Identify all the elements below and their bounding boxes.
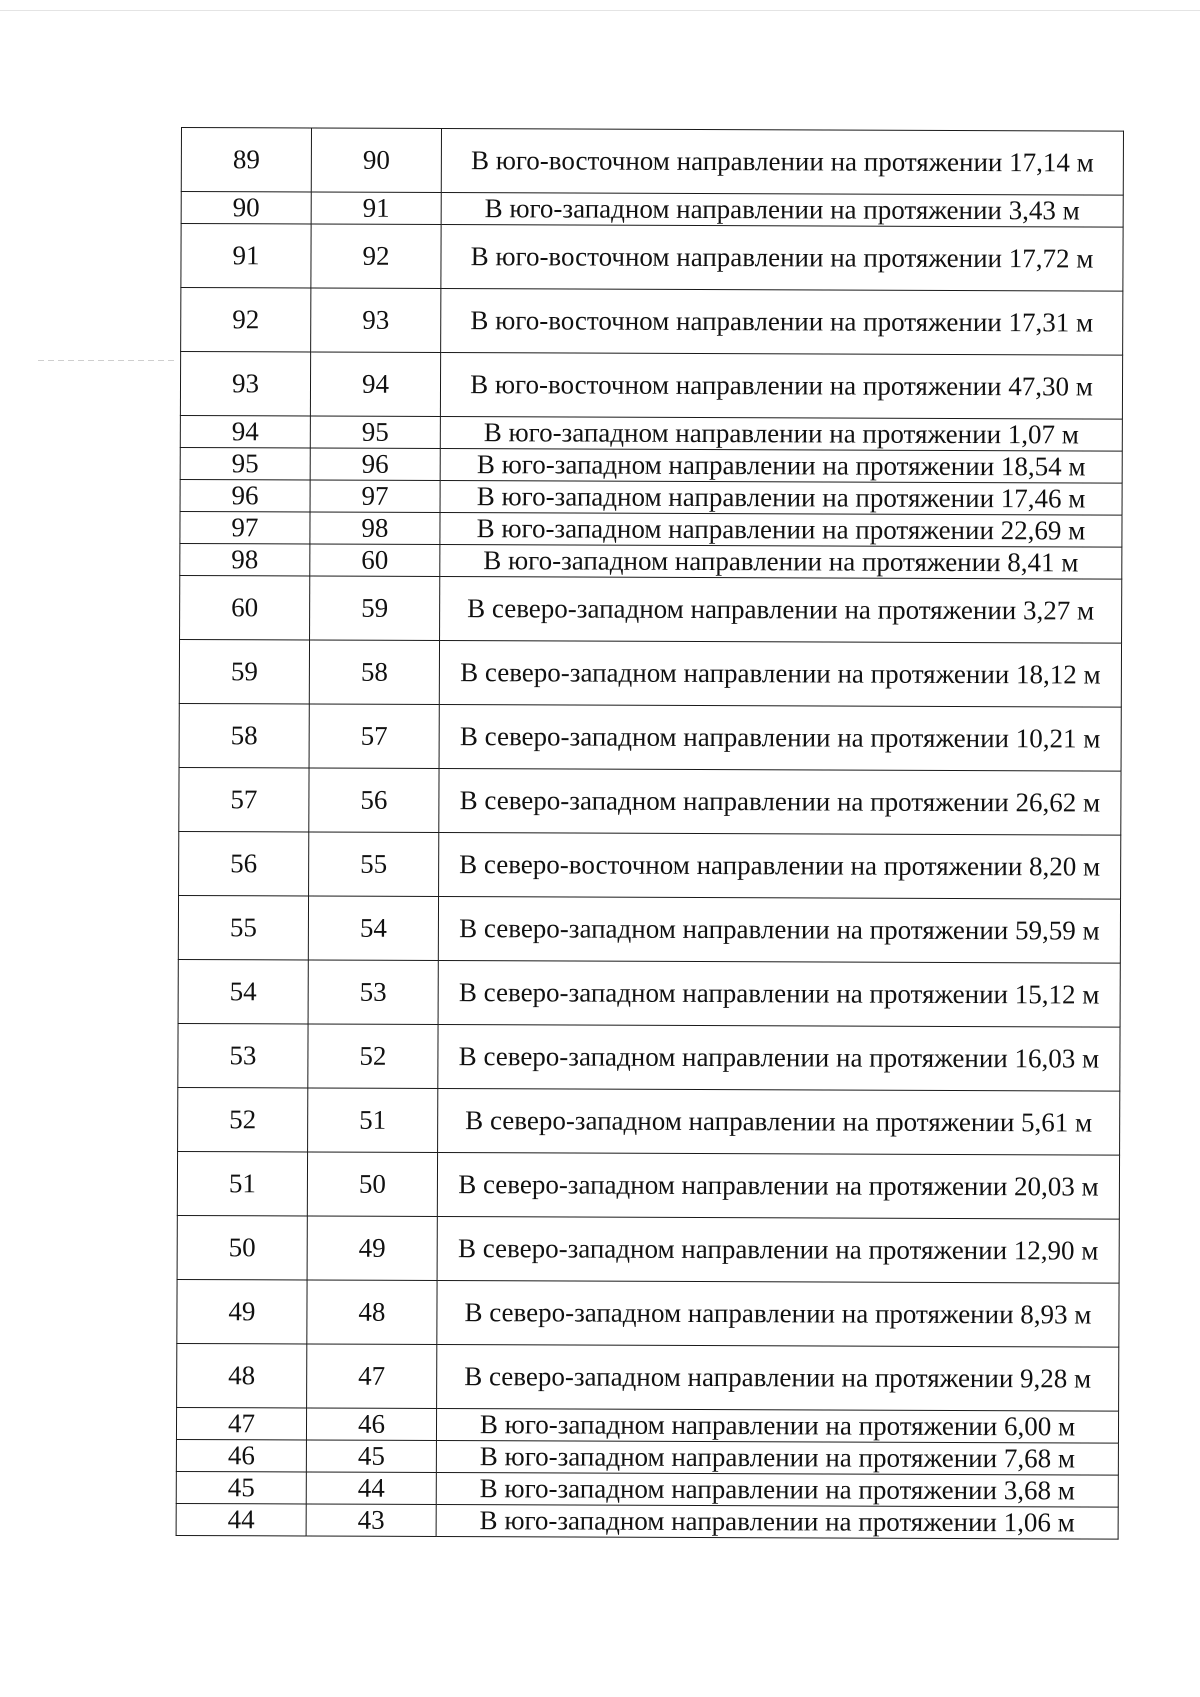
table-row <box>180 415 1122 451</box>
point-from-cell: 56 <box>179 831 309 895</box>
table-row <box>180 543 1122 579</box>
table-row <box>178 1023 1120 1091</box>
table-row <box>180 575 1122 643</box>
table-row <box>176 1471 1118 1507</box>
table-row <box>180 511 1122 547</box>
table-row <box>178 959 1120 1027</box>
point-from-cell: 50 <box>177 1215 307 1279</box>
direction-description-cell: В северо-западном направлении на протяжении 5,61 м <box>438 1088 1120 1155</box>
point-from-cell: 94 <box>180 415 310 447</box>
point-to-cell: 44 <box>306 1472 436 1504</box>
point-to-cell: 52 <box>308 1024 438 1088</box>
point-to-cell: 47 <box>307 1344 437 1408</box>
table-row <box>176 1503 1118 1539</box>
point-from-cell: 49 <box>177 1279 307 1343</box>
point-to-cell: 51 <box>308 1088 438 1152</box>
point-to-cell: 50 <box>307 1152 437 1216</box>
point-from-cell: 48 <box>177 1343 307 1407</box>
point-to-cell: 48 <box>307 1280 437 1344</box>
table-row <box>179 767 1121 835</box>
point-from-cell: 92 <box>181 288 311 352</box>
direction-description-cell: В северо-западном направлении на протяжении 9,28 м <box>437 1344 1119 1411</box>
point-to-cell: 46 <box>306 1408 436 1440</box>
direction-description-cell: В северо-западном направлении на протяжении 26,62 м <box>439 768 1121 835</box>
point-from-cell: 95 <box>180 447 310 479</box>
table-row <box>177 1279 1119 1347</box>
point-to-cell: 43 <box>306 1504 436 1536</box>
direction-description-cell: В юго-восточном направлении на протяжении 17,31 м <box>441 288 1123 355</box>
direction-description-cell: В юго-западном направлении на протяжении 22,69 м <box>440 512 1122 547</box>
point-to-cell: 49 <box>307 1216 437 1280</box>
direction-description-cell: В северо-западном направлении на протяжении 20,03 м <box>437 1152 1119 1219</box>
point-to-cell: 98 <box>310 512 440 544</box>
point-from-cell: 45 <box>176 1471 306 1503</box>
direction-description-cell: В юго-восточном направлении на протяжении 17,72 м <box>441 224 1123 291</box>
point-from-cell: 54 <box>178 959 308 1023</box>
point-to-cell: 56 <box>309 768 439 832</box>
direction-description-cell: В юго-западном направлении на протяжении 18,54 м <box>440 448 1122 483</box>
point-from-cell: 91 <box>181 224 311 288</box>
point-to-cell: 53 <box>308 960 438 1024</box>
point-from-cell: 60 <box>180 575 310 639</box>
direction-description-cell: В северо-восточном направлении на протяжении 8,20 м <box>439 832 1121 899</box>
direction-description-cell: В северо-западном направлении на протяжении 18,12 м <box>439 640 1121 707</box>
table-row <box>179 831 1121 899</box>
direction-description-cell: В юго-западном направлении на протяжении 3,43 м <box>441 192 1123 227</box>
direction-description-cell: В северо-западном направлении на протяжении 16,03 м <box>438 1024 1120 1091</box>
table-row <box>180 352 1122 420</box>
direction-description-cell: В юго-западном направлении на протяжении 8,41 м <box>440 544 1122 579</box>
point-to-cell: 45 <box>306 1440 436 1472</box>
table-row <box>181 224 1123 292</box>
direction-description-cell: В северо-западном направлении на протяжении 8,93 м <box>437 1280 1119 1347</box>
point-from-cell: 90 <box>181 192 311 224</box>
point-from-cell: 98 <box>180 543 310 575</box>
table-row <box>181 128 1123 196</box>
point-to-cell: 58 <box>309 640 439 704</box>
point-from-cell: 97 <box>180 511 310 543</box>
point-from-cell: 89 <box>181 128 311 192</box>
direction-description-cell: В юго-западном направлении на протяжении 7,68 м <box>436 1440 1118 1475</box>
point-to-cell: 95 <box>310 416 440 448</box>
point-from-cell: 44 <box>176 1503 306 1535</box>
table-body <box>176 128 1123 1540</box>
point-to-cell: 92 <box>311 224 441 288</box>
point-to-cell: 59 <box>310 576 440 640</box>
boundary-description-table <box>176 127 1124 1540</box>
table-row <box>180 447 1122 483</box>
table-row <box>180 479 1122 515</box>
direction-description-cell: В юго-западном направлении на протяжении 17,46 м <box>440 480 1122 515</box>
direction-description-cell: В юго-западном направлении на протяжении 3,68 м <box>436 1472 1118 1507</box>
scan-edge-line <box>0 10 1200 11</box>
point-from-cell: 59 <box>179 639 309 703</box>
point-to-cell: 97 <box>310 480 440 512</box>
table-row <box>179 639 1121 707</box>
direction-description-cell: В юго-западном направлении на протяжении 1,06 м <box>436 1504 1118 1539</box>
point-from-cell: 58 <box>179 703 309 767</box>
point-to-cell: 57 <box>309 704 439 768</box>
point-to-cell: 90 <box>311 128 441 192</box>
point-from-cell: 96 <box>180 479 310 511</box>
direction-description-cell: В северо-западном направлении на протяжении 3,27 м <box>440 576 1122 643</box>
point-from-cell: 55 <box>178 895 308 959</box>
direction-description-cell: В северо-западном направлении на протяжении 12,90 м <box>437 1216 1119 1283</box>
point-from-cell: 57 <box>179 767 309 831</box>
point-from-cell: 47 <box>176 1407 306 1439</box>
scan-artifact <box>38 360 178 361</box>
table-row <box>176 1407 1118 1443</box>
point-from-cell: 51 <box>177 1151 307 1215</box>
table-row <box>177 1151 1119 1219</box>
point-to-cell: 93 <box>311 288 441 352</box>
table-row <box>181 288 1123 356</box>
direction-description-cell: В северо-западном направлении на протяжении 59,59 м <box>438 896 1120 963</box>
point-to-cell: 91 <box>311 192 441 224</box>
direction-description-cell: В юго-западном направлении на протяжении 6,00 м <box>436 1408 1118 1443</box>
table-row <box>179 703 1121 771</box>
table-row <box>178 895 1120 963</box>
table-row <box>177 1215 1119 1283</box>
direction-description-cell: В юго-восточном направлении на протяжении 17,14 м <box>441 129 1123 196</box>
table-row <box>181 192 1123 228</box>
point-to-cell: 96 <box>310 448 440 480</box>
point-from-cell: 46 <box>176 1439 306 1471</box>
point-from-cell: 53 <box>178 1023 308 1087</box>
table-row <box>176 1439 1118 1475</box>
point-to-cell: 55 <box>309 832 439 896</box>
table-row <box>178 1087 1120 1155</box>
point-to-cell: 60 <box>310 544 440 576</box>
direction-description-cell: В юго-западном направлении на протяжении 1,07 м <box>440 416 1122 451</box>
point-from-cell: 93 <box>180 352 310 416</box>
direction-description-cell: В северо-западном направлении на протяжении 10,21 м <box>439 704 1121 771</box>
point-to-cell: 94 <box>310 352 440 416</box>
point-from-cell: 52 <box>178 1087 308 1151</box>
table-row <box>177 1343 1119 1411</box>
direction-description-cell: В юго-восточном направлении на протяжении 47,30 м <box>440 352 1122 419</box>
point-to-cell: 54 <box>308 896 438 960</box>
direction-description-cell: В северо-западном направлении на протяжении 15,12 м <box>438 960 1120 1027</box>
